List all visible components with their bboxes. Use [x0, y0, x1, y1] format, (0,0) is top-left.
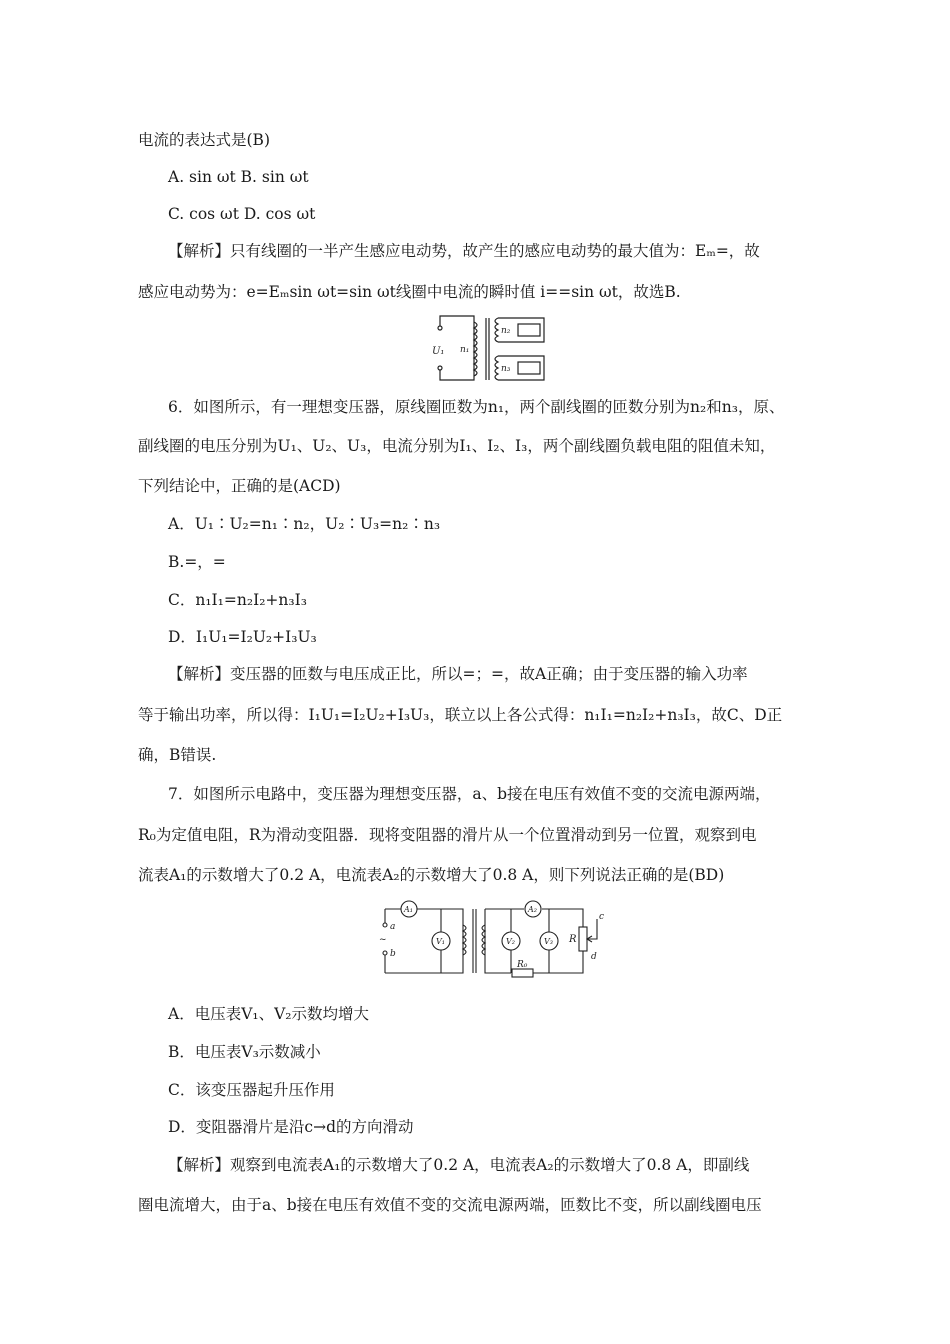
terminal-a	[383, 923, 387, 927]
label-a: a	[390, 922, 396, 932]
label-b: b	[390, 949, 396, 959]
q7-option-b: B．电压表V₃示数减小	[168, 1043, 321, 1061]
terminal-b	[383, 951, 387, 955]
q6-option-a: A．U₁∶U₂=n₁∶n₂，U₂∶U₃=n₂∶n₃	[168, 515, 441, 533]
label-ac-source: ~	[379, 935, 387, 945]
q6-analysis-line-3: 确，B错误.	[138, 746, 217, 764]
label-n1: n₁	[460, 345, 470, 355]
label-d: d	[591, 952, 597, 962]
q7-analysis-line-1: 【解析】观察到电流表A₁的示数增大了0.2 A，电流表A₂的示数增大了0.8 A，即副线	[168, 1156, 750, 1174]
q6-option-b: B.=，=	[168, 553, 226, 571]
q6-analysis-line-2: 等于输出功率，所以得：I₁U₁=I₂U₂+I₃U₃，联立以上各公式得：n₁I₁=n₂I₂+n₃I₃，故C、D正	[138, 706, 783, 724]
q6-stem-line-3: 下列结论中，正确的是(ACD)	[138, 477, 341, 495]
rheostat-r	[579, 927, 587, 951]
load-resistor-1	[518, 324, 540, 336]
q6-option-c: C．n₁I₁=n₂I₂+n₃I₃	[168, 591, 307, 609]
q6-stem-line-1: 6．如图所示，有一理想变压器，原线圈匝数为n₁，两个副线圈的匝数分别为n₂和n₃，原、	[168, 398, 785, 416]
q7-option-c: C．该变压器起升压作用	[168, 1081, 335, 1099]
q5-analysis-line-1: 【解析】只有线圈的一半产生感应电动势，故产生的感应电动势的最大值为：Eₘ=，故	[168, 242, 760, 260]
q7-analysis-line-2: 圈电流增大，由于a、b接在电压有效值不变的交流电源两端，匝数比不变，所以副线圈电压	[138, 1196, 762, 1214]
q7-stem-line-2: R₀为定值电阻，R为滑动变阻器．现将变阻器的滑片从一个位置滑动到另一位置，观察到电	[138, 826, 757, 844]
q5-stem-tail: 电流的表达式是(B)	[138, 131, 270, 149]
label-a1: A₁	[404, 905, 413, 914]
input-terminal-bottom	[438, 366, 442, 370]
resistor-r0	[512, 969, 533, 977]
q7-option-a: A．电压表V₁、V₂示数均增大	[168, 1005, 370, 1023]
primary-loop-wire	[385, 909, 463, 973]
load-resistor-2	[518, 362, 540, 374]
label-v1: V₁	[436, 937, 445, 946]
label-n2: n₂	[501, 326, 511, 336]
label-a2: A₂	[528, 905, 537, 914]
circuit-figure	[373, 895, 613, 981]
q5-analysis-line-2: 感应电动势为：e=Eₘsin ωt=sin ωt线圈中电流的瞬时值 i==sin ωt，故选B.	[138, 283, 681, 301]
label-v3: V₃	[544, 937, 553, 946]
q6-option-d: D．I₁U₁=I₂U₂+I₃U₃	[168, 628, 317, 646]
input-terminal-top	[438, 326, 442, 330]
q6-analysis-line-1: 【解析】变压器的匝数与电压成正比，所以=；=，故A正确；由于变压器的输入功率	[168, 665, 748, 683]
q6-stem-line-2: 副线圈的电压分别为U₁、U₂、U₃，电流分别为I₁、I₂、I₃，两个副线圈负载电阻的阻值未知，	[138, 437, 776, 455]
rheostat-slider	[588, 919, 597, 939]
secondary-coil-2	[495, 356, 498, 380]
q7-option-d: D．变阻器滑片是沿c→d的方向滑动	[168, 1118, 414, 1136]
label-c: c	[599, 912, 605, 922]
label-r0: R₀	[517, 960, 528, 970]
secondary-coil-1	[495, 318, 498, 342]
q7-stem-line-3: 流表A₁的示数增大了0.2 A，电流表A₂的示数增大了0.8 A，则下列说法正确的是(BD)	[138, 866, 725, 884]
q5-options-ab: A. sin ωt B. sin ωt	[168, 168, 309, 186]
q5-options-cd: C. cos ωt D. cos ωt	[168, 205, 316, 223]
label-u1: U₁	[432, 346, 445, 357]
label-v2: V₂	[506, 937, 515, 946]
transformer-figure	[428, 312, 552, 384]
label-r: R	[569, 934, 577, 945]
label-n3: n₃	[501, 364, 511, 374]
q7-stem-line-1: 7．如图所示电路中，变压器为理想变压器，a、b接在电压有效值不变的交流电源两端，	[168, 785, 771, 803]
